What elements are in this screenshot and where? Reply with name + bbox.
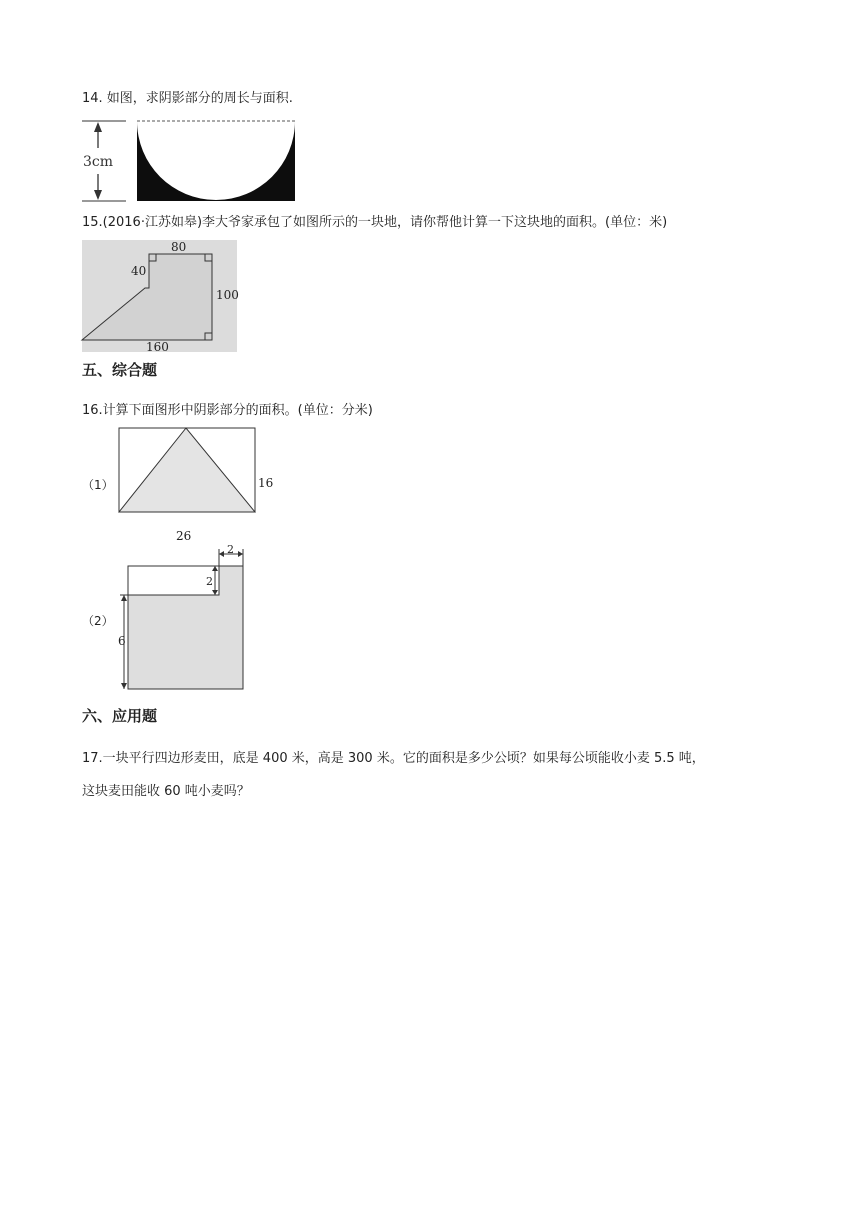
label-top: 80 (171, 240, 187, 254)
dimension-label: 3cm (83, 154, 114, 170)
question-15-figure (82, 240, 237, 352)
label-bottom: 160 (146, 340, 169, 354)
question-17-line-2: 这块麦田能收 60 吨小麦吗？ (82, 784, 250, 799)
figure-2-label: （2） (82, 614, 114, 628)
figure-1-label: （1） (82, 478, 114, 492)
label-side: 16 (258, 476, 274, 490)
label-left: 40 (131, 264, 147, 278)
question-14-text: 14. 如图，求阴影部分的周长与面积. (82, 91, 293, 106)
label-height: 6 (118, 634, 126, 648)
question-16-figure-1 (118, 427, 278, 545)
section-five-heading: 五、综合题 (82, 361, 158, 379)
question-15-text: 15.(2016·江苏如皋)李大爷家承包了如图所示的一块地，请你帮他计算一下这块地的面积。(单位：米) (82, 215, 668, 230)
label-notch: 2 (206, 575, 213, 588)
question-16-figure-2 (116, 544, 251, 692)
question-17-line-1: 17.一块平行四边形麦田，底是 400 米，高是 300 米。它的面积是多少公顷？如果每公顷能收小麦 5.5 吨， (82, 751, 705, 766)
question-14-figure (82, 118, 302, 204)
question-16-text: 16.计算下面图形中阴影部分的面积。(单位：分米) (82, 403, 373, 418)
label-top: 2 (227, 543, 234, 556)
label-right: 100 (216, 288, 239, 302)
section-six-heading: 六、应用题 (82, 707, 158, 725)
label-base: 26 (176, 529, 192, 543)
